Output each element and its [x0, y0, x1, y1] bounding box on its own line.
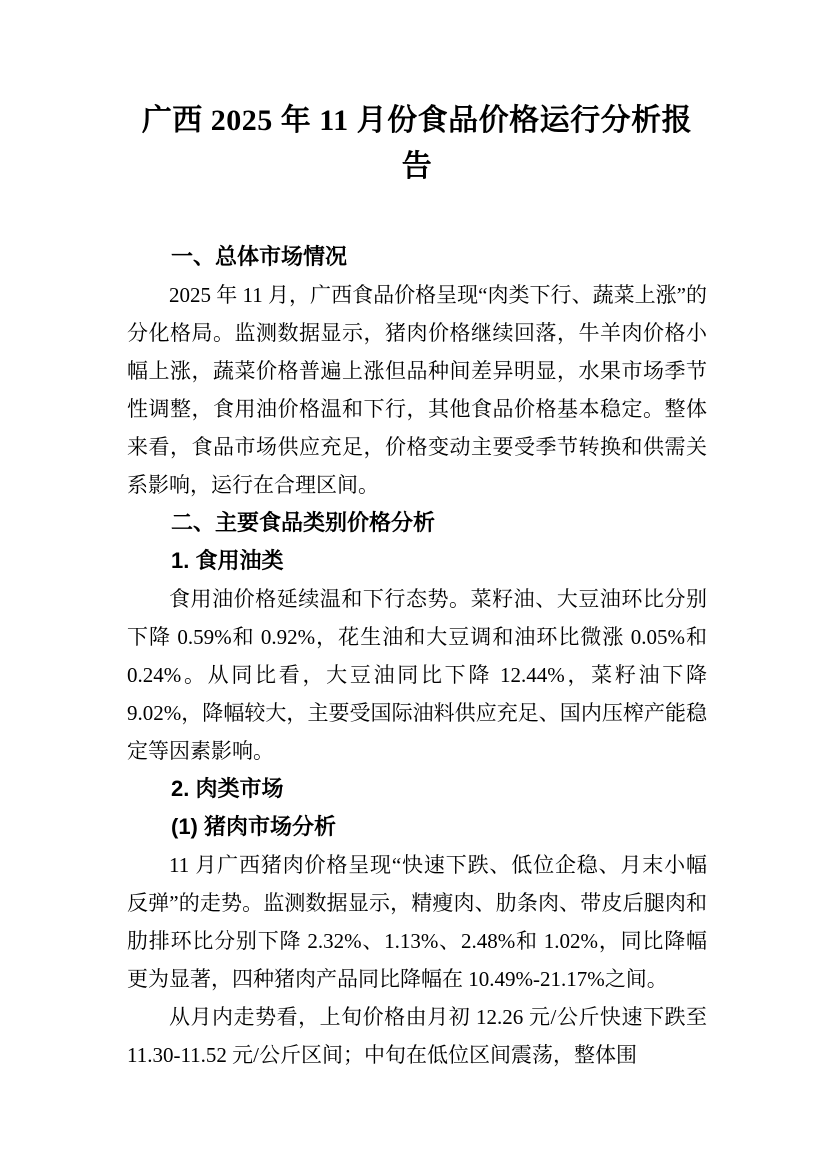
- subsubsection-heading-pork-analysis: (1) 猪肉市场分析: [171, 814, 337, 839]
- subsection-heading-edible-oil: 1. 食用油类: [171, 548, 284, 573]
- paragraph-pork-intramonth-trend: 从月内走势看，上旬价格由月初 12.26 元/公斤快速下跌至 11.30-11.52 元/公斤区间；中旬在低位区间震荡，整体围: [127, 1005, 707, 1067]
- subsection-heading-meat-market: 2. 肉类市场: [171, 776, 284, 801]
- paragraph-pork-overview: 11 月广西猪肉价格呈现“快速下跌、低位企稳、月末小幅反弹”的走势。监测数据显示，精瘦肉、肋条肉、带皮后腿肉和肋排环比分别下降 2.32%、1.13%、2.48%和 1.02%，同比降幅更为显著，四种猪肉产品同比降幅在 10.49%-21.17%之间。: [127, 853, 707, 991]
- document-title: 广西 2025 年 11 月份食品价格运行分析报告: [141, 104, 693, 183]
- section-heading-category-analysis: 二、主要食品类别价格分析: [171, 510, 436, 535]
- section-heading-overall-market: 一、总体市场情况: [171, 244, 348, 269]
- paragraph-overall-market: 2025 年 11 月，广西食品价格呈现“肉类下行、蔬菜上涨”的分化格局。监测数据显示，猪肉价格继续回落，牛羊肉价格小幅上涨，蔬菜价格普遍上涨但品种间差异明显，水果市场季节性调整，食用油价格温和下行，其他食品价格基本稳定。整体来看，食品市场供应充足，价格变动主要受季节转换和供需关系影响，运行在合理区间。: [127, 283, 707, 497]
- paragraph-edible-oil: 食用油价格延续温和下行态势。菜籽油、大豆油环比分别下降 0.59%和 0.92%，花生油和大豆调和油环比微涨 0.05%和 0.24%。从同比看，大豆油同比下降 12.44%，菜籽油下降 9.02%，降幅较大，主要受国际油料供应充足、国内压榨产能稳定等因素影响。: [127, 587, 707, 763]
- document-body: [127, 238, 707, 1074]
